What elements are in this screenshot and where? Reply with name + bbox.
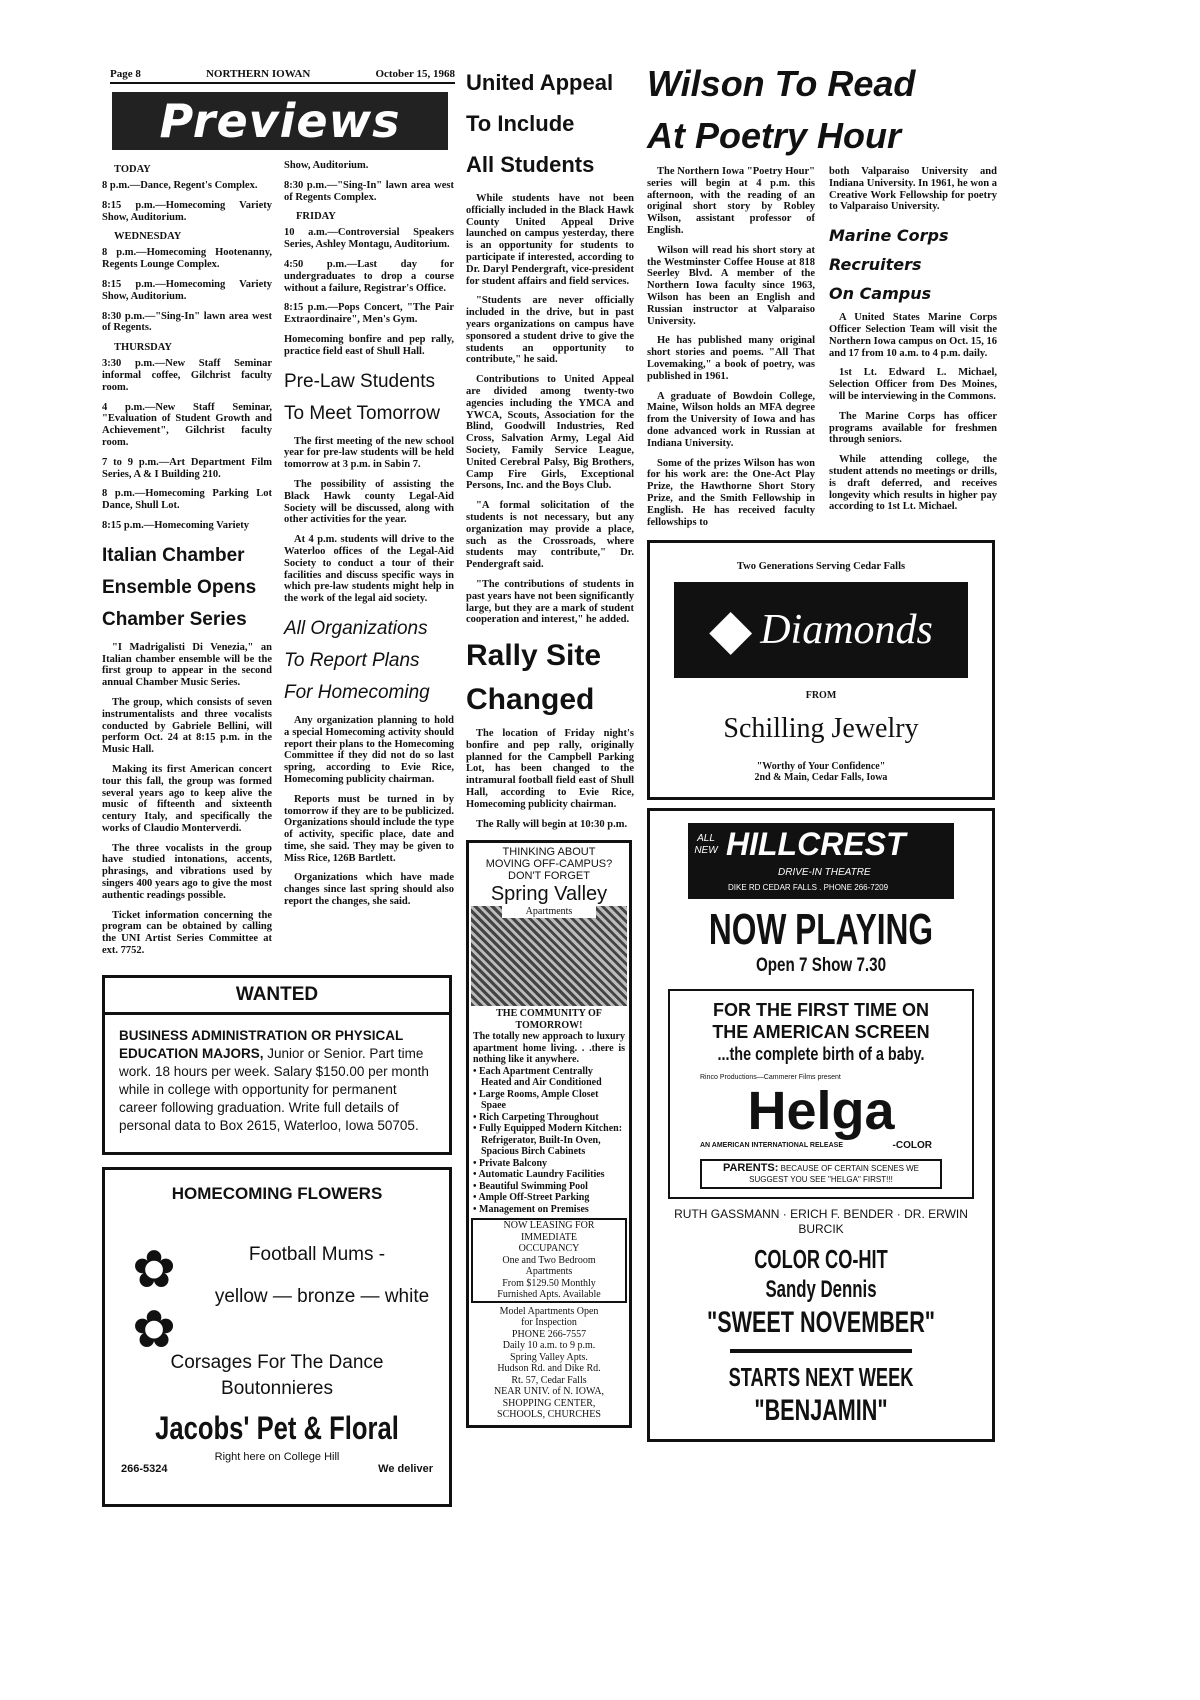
ad-homecoming-flowers: HOMECOMING FLOWERS ✿ ✿ Football Mums - yellow — bronze — white Corsages For The Dance Boutonnieres Jacobs' Pet & Floral Right here on College Hill 266-5324 We deliver — [102, 1167, 452, 1507]
previews-column-1 — [102, 164, 272, 532]
ad-name: Spring Valley — [490, 883, 608, 906]
headline-marine: Marine Corps Recruiters On Campus — [829, 226, 949, 304]
listing-item: Homecoming bonfire and pep rally, practice field east of Shull Hall. — [284, 333, 454, 357]
ad-spring-valley: THINKING ABOUT MOVING OFF-CAMPUS? DON'T FORGET Spring Valley Apartments THE COMMUNITY OF TOMORROW! The totally new approach to luxury apartment home living. . .there is nothing like it anywhere. • Each Apartment Centrally Heated and Air Conditioned • Large Rooms, Ample Closet Spaee • Rich Carpeting Throughout • Fully Equipped Modern Kitchen: Refrigerator, Built-In Oven, Spacious Birch Cabinets • Private Balcony • Automatic Laundry Facilities • Beautiful Swimming Pool • Ample Off-Street Parking • Management on Premises NOW LEASING FOR IMMEDIATE OCCUPANCY One and Two Bedroom Apartments From $129.50 Monthly Furnished Apts. Available Model Apartments Open for Inspection PHONE 266-7557 Daily 10 a.m. to 9 p.m. Spring Valley Apts. Hudson Rd. and Dike Rd. Rt. 57, Cedar Falls NEAR UNIV. of N. IOWA, SHOPPING CENTER, SCHOOLS, CHURCHES — [466, 840, 632, 1428]
column-1 — [102, 160, 272, 965]
feature-item: • Management on Premises — [473, 1203, 589, 1215]
issue-date: October 15, 1968 — [375, 68, 455, 80]
ad-title: WANTED — [105, 984, 449, 1015]
day-heading: TODAY — [114, 164, 151, 175]
day-heading: THURSDAY — [114, 342, 172, 354]
listing-item: Show, Auditorium. — [284, 160, 369, 171]
leasing-box: NOW LEASING FOR IMMEDIATE OCCUPANCY One and Two Bedroom Apartments From $129.50 Monthly Furnished Apts. Available — [471, 1218, 627, 1303]
listing-item: 8:15 p.m.—Homecoming Variety Show, Auditorium. — [102, 278, 272, 302]
listing-item: 8:15 p.m.—Pops Concert, "The Pair Extraordinaire", Men's Gym. — [284, 302, 454, 326]
headline-organizations: All Organizations To Report Plans For Homecoming — [284, 617, 430, 703]
page-number: Page 8 — [110, 68, 141, 80]
headline: United Appeal To Include All Students — [466, 70, 614, 177]
headline: Italian Chamber Ensemble Opens Chamber Series — [102, 544, 257, 630]
chrysanthemum-icon: ✿ ✿ — [132, 1240, 176, 1359]
feature-item: • Automatic Laundry Facilities — [473, 1169, 605, 1181]
article-wilson-col2: both Valparaiso University and Indiana University. In 1961, he won a Creative Work Fellowship for poetry to Valparaiso University. Marine Corps Recruiters On Campus A United States Marine Corps Officer Selection Team will visit the Northern Iowa campus on Oct. 15, 16 and 17 from 10 a.m. to 4 p.m. daily. 1st Lt. Edward L. Michael, Selection Officer from Des Moines, will be interviewing in the Commons. The Marine Corps has officer programs available for freshmen through seniors. While attending college, the student attends no meetings or drills, is draft deferred, and receives longevity which results in higher pay according to 1st Lt. Michael. — [829, 166, 997, 513]
headline: Pre-Law Students To Meet Tomorrow — [284, 370, 440, 424]
previews-banner — [112, 92, 448, 150]
listing-item: 4:50 p.m.—Last day for undergraduates to drop a course without a failure, Registrar's Office. — [284, 258, 454, 294]
feature-item: • Ample Off-Street Parking — [473, 1192, 590, 1204]
listing-item: 7 to 9 p.m.—Art Department Film Series, A & I Building 210. — [102, 456, 272, 480]
listing-item: 10 a.m.—Controversial Speakers Series, Ashley Montagu, Auditorium. — [284, 227, 454, 251]
listing-item: 8 p.m.—Homecoming Parking Lot Dance, Shull Lot. — [102, 488, 272, 512]
paper-name: NORTHERN IOWAN — [205, 68, 311, 80]
listing-item: 8 p.m.—Homecoming Hootenanny, Regents Lounge Complex. — [102, 247, 272, 271]
feature-list — [469, 1066, 629, 1216]
feature-item: • Large Rooms, Ample Closet Spaee — [473, 1088, 599, 1112]
listing-item: 8:30 p.m.—"Sing-In" lawn area west of Regents Complex. — [284, 179, 454, 203]
article-organizations: All Organizations To Report Plans For Homecoming Any organization planning to hold a special Homecoming activity should report their plans to the Homecoming Committee if they did not do so last spring, according to Evie Rice, Homecoming publicity chairman. Reports must be turned in by tomorrow if they are to be publicized. Organizations should include the type of activity, specific place, date and time, she said. They may be given to Miss Rice, 126B Bartlett. Organizations which have made changes since last spring should also report the changes, she said. — [284, 613, 454, 908]
section-title: Previews — [159, 94, 401, 148]
masthead — [110, 68, 455, 84]
left-region — [102, 160, 454, 1507]
day-heading: WEDNESDAY — [114, 231, 182, 243]
article-prelaw: Pre-Law Students To Meet Tomorrow The first meeting of the new school year for pre-law students will be held tomorrow at 3 p.m. in Sabin 7. The possibility of assisting the Black Hawk county Legal-Aid Society will be discussed, along with other activities for the year. At 4 p.m. students will drive to the Waterloo offices of the Legal-Aid Society to conduct a tour of their facilities and discuss specific ways in which pre-law students might help in the work of the legal aid society. — [284, 366, 454, 605]
listing-item: 8:15 p.m.—Homecoming Variety — [102, 519, 249, 531]
article-italian-chamber: Italian Chamber Ensemble Opens Chamber Series "I Madrigalisti Di Venezia," an Italian chamber ensemble will be the first group to appear in the second annual Chamber Music Series. The group, which consists of seven instrumentalists and three vocalists conducted by Gabriele Bellini, will perform Oct. 24 at 8:15 p.m. in the Music Hall. Making its first American concert tour this fall, the group was formed several years ago to keep alive the music of fifteenth and sixteenth century Italy, and specifically the works of Claudio Monterverdi. The three vocalists in the group have studied intonations, accents, phrasings, and vibrations used by singers 400 years ago to give the most authentic readings possible. Ticket information concerning the program can be obtained by calling the UNI Artist Series Committee at ext. 7752. — [102, 540, 272, 957]
listing-item: 8:15 p.m.—Homecoming Variety Show, Auditorium. — [102, 199, 272, 223]
hillcrest-logo: ALL NEW HILLCREST DRIVE-IN THEATRE DIKE RD CEDAR FALLS . PHONE 266-7209 — [688, 823, 954, 899]
column-3 — [466, 62, 634, 1428]
feature-item: • Beautiful Swimming Pool — [473, 1180, 588, 1192]
previews-column-2 — [284, 160, 454, 358]
film-title: Helga — [747, 1081, 895, 1142]
column-2 — [284, 160, 454, 965]
article-wilson-col1: The Northern Iowa "Poetry Hour" series will begin at 4 p.m. this afternoon, with the reading of an original short story by Robley Wilson, assistant professor of English. Wilson will read his short story at the Westminster Coffee House at 818 Seerley Blvd. A member of the Northern Iowa faculty since 1963, Wilson has been an English and Russian instructor at Valparaiso University. He has published many original short stories and poems. "All That Lovemaking," a book of poetry, was published in 1961. A graduate of Bowdoin College, Maine, Wilson holds an MFA degree from the University of Iowa and has done advanced work in Russian at Indiana University. Some of the prizes Wilson has won for his work are: the One-Act Play Prize, the Hawthorne Short Story Prize, and the Smith Fellowship in English. He has received faculty fellowships to — [647, 166, 815, 528]
ad-schilling-jewelry: Two Generations Serving Cedar Falls ◆ Diamonds FROM Schilling Jewelry "Worthy of Your Confidence" 2nd & Main, Cedar Falls, Iowa — [647, 540, 995, 800]
day-heading: FRIDAY — [296, 211, 336, 223]
store-name: Schilling Jewelry — [723, 713, 919, 745]
diamond-icon: ◆ — [709, 599, 753, 662]
feature-item: • Rich Carpeting Throughout — [473, 1111, 599, 1123]
feature-item: • Fully Equipped Modern Kitchen: Refrigerator, Built-In Oven, Spacious Birch Cabinets — [473, 1123, 623, 1158]
listing-item: 8 p.m.—Dance, Regent's Complex. — [102, 180, 258, 191]
feature-item: • Private Balcony — [473, 1157, 548, 1169]
ad-title: HOMECOMING FLOWERS — [171, 1183, 383, 1203]
listing-item: 3:30 p.m.—New Staff Seminar informal coffee, Gilchrist faculty room. — [102, 358, 272, 393]
right-region — [647, 58, 997, 1442]
headline-wilson: Wilson To Read At Poetry Hour — [647, 63, 916, 156]
ad-hillcrest-drive-in: ALL NEW HILLCREST DRIVE-IN THEATRE DIKE RD CEDAR FALLS . PHONE 266-7209 NOW PLAYING Open 7 Show 7.30 FOR THE FIRST TIME ON THE AMERICAN SCREEN ...the complete birth of a baby. Rinco Productions—Cammerer Films present Helga AN AMERICAN INTERNATIONAL RELEASE -COLOR PARENTS: BECAUSE OF CERTAIN SCENES WE SUGGEST YOU SEE "HELGA" FIRST!!! RUTH GASSMANN · ERICH F. BENDER · DR. ERWIN BURCIK COLOR CO-HIT Sandy Dennis "SWEET NOVEMBER" STARTS NEXT WEEK "BENJAMIN" — [647, 808, 995, 1442]
headline-rally: Rally Site Changed — [466, 639, 602, 717]
apartment-photo: Apartments — [471, 906, 627, 1006]
feature-item: • Each Apartment Centrally Heated and Air Conditioned — [473, 1065, 602, 1089]
listing-item: 4 p.m.—New Staff Seminar, "Evaluation of Student Growth and Achievement", Gilchrist faculty room. — [102, 401, 272, 448]
listing-item: 8:30 p.m.—"Sing-In" lawn area west of Regents. — [102, 310, 272, 334]
article-rally: Rally Site Changed The location of Friday night's bonfire and pep rally, originally planned for the Campbell Parking Lot, has been changed to the intramural football field east of Shull Hall, according to Evie Rice, Homecoming publicity chairman. The Rally will begin at 10:30 p.m. — [466, 634, 634, 830]
diamonds-logo: ◆ Diamonds — [674, 582, 968, 678]
article-united-appeal: United Appeal To Include All Students While students have not been officially included in the Black Hawk County United Appeal Drive launched on campus yesterday, there is an opportunity for students to participate if interested, according to Dr. Daryl Pendergraft, vice-president for student affairs and field services. "Students are never officially included in the drive, but in past years organizations on campus have sponsored a student drive to give the students an opportunity to contribute," he said. Contributions to United Appeal are divided among twenty-two agencies including the YMCA and YWCA, Scouts, Association for the Blind, Goodwill Industries, Red Cross, Salvation Army, Legal Aid Society, Family Service League, United Cerebral Palsy, Big Brothers, Camp Fire Girls, Exceptional Persons, Inc. and the Boys Club. "A formal solicitation of the students is not necessary, but any organization may provide a place, such as the Crossroads, where students may contribute," Dr. Pendergraft said. "The contributions of students in past years have not been significantly large, but they are a mark of student cooperation and interest," he added. — [466, 62, 634, 626]
ad-body: BUSINESS ADMINISTRATION OR PHYSICAL EDUCATION MAJORS, Junior or Senior. Part time work. 18 hours per week. Salary $150.00 per month while in college with opportunity for permanent career following graduation. Write full details of personal data to Box 2615, Waterloo, Iowa 50705. — [119, 1027, 429, 1133]
ad-wanted — [102, 975, 452, 1155]
helga-panel: FOR THE FIRST TIME ON THE AMERICAN SCREEN ...the complete birth of a baby. Rinco Productions—Cammerer Films present Helga AN AMERICAN INTERNATIONAL RELEASE -COLOR PARENTS: BECAUSE OF CERTAIN SCENES WE SUGGEST YOU SEE "HELGA" FIRST!!! — [668, 989, 974, 1199]
